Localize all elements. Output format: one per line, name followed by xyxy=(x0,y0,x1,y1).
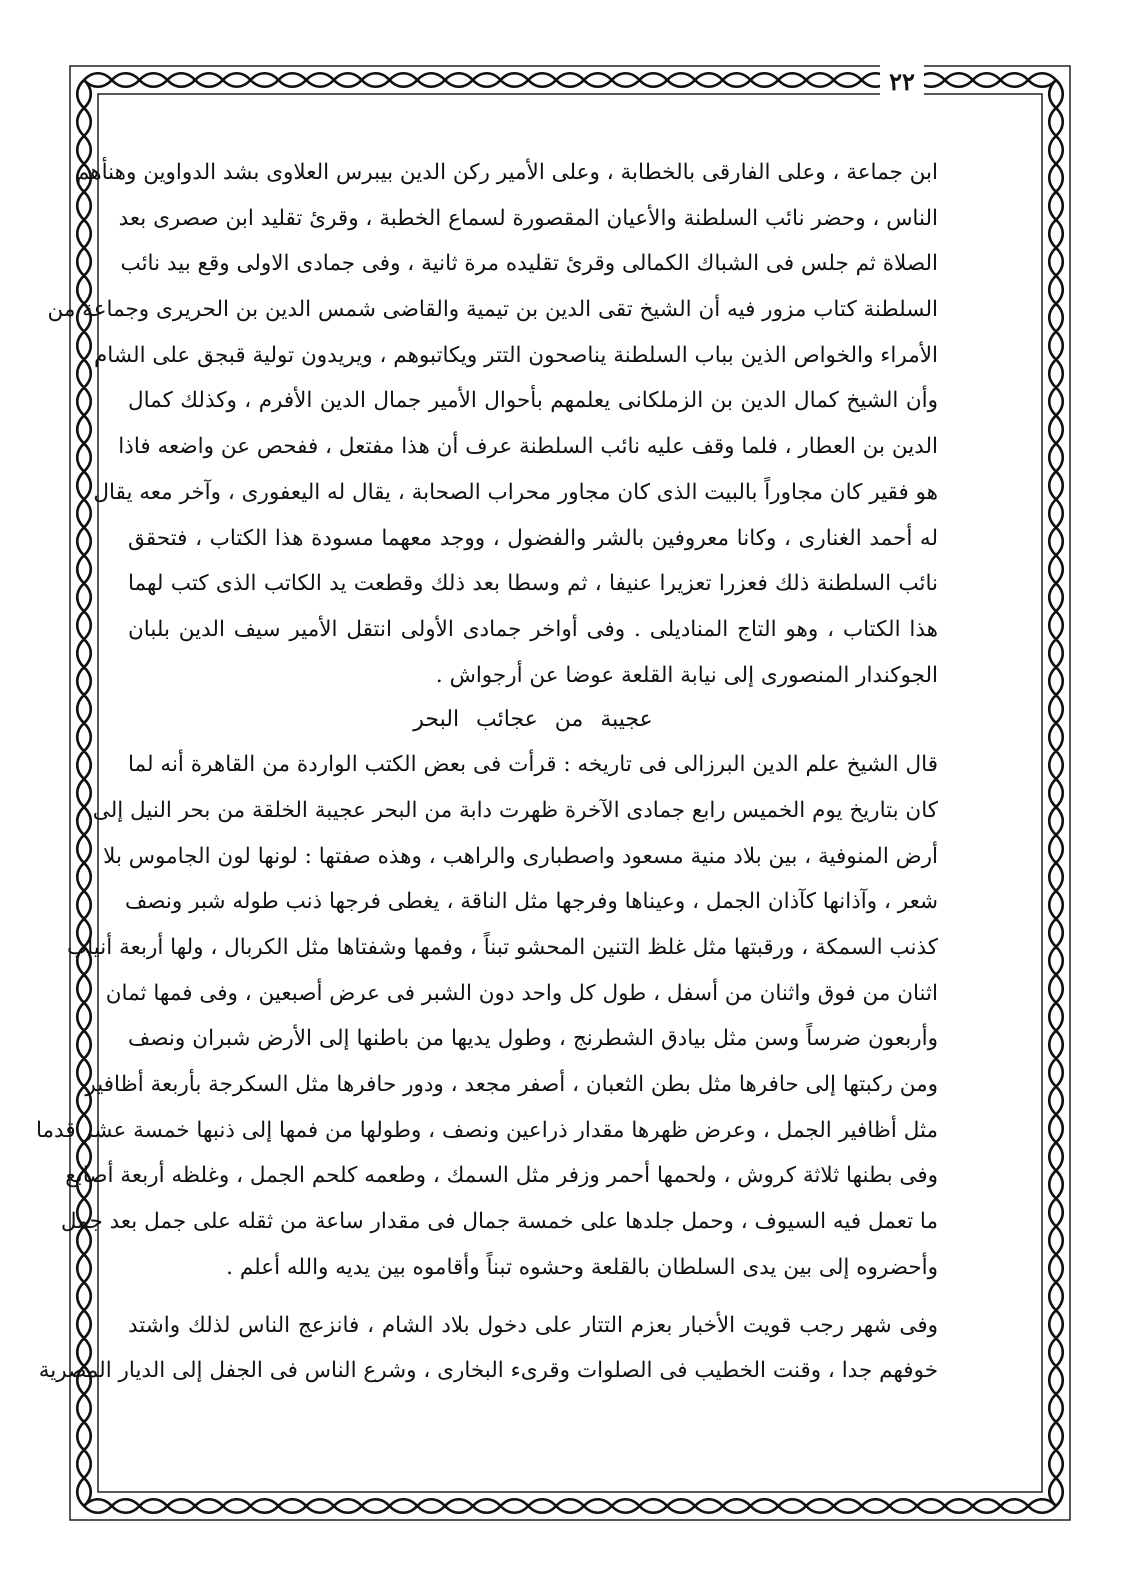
paragraph-block-2 xyxy=(35,742,938,1290)
text-line: الأمراء والخواص الذين بباب السلطنة يناصحون التتر ويكاتبوهم ، ويريدون تولية قبجق على الشام xyxy=(93,342,938,368)
text-line: خوفهم جدا ، وقنت الخطيب فى الصلوات وقرىء البخارى ، وشرع الناس فى الجفل إلى الديار المصرية xyxy=(38,1358,938,1384)
text-line: ومن ركبتها إلى حافرها مثل بطن الثعبان ، أصفر مجعد ، ودور حافرها مثل السكرجة بأربعة أظافير xyxy=(85,1072,938,1098)
text-line: وأحضروه إلى بين يدى السلطان بالقلعة وحشوه تبناً وأقاموه بين يديه والله أعلم . xyxy=(226,1254,938,1280)
text-line: كان بتاريخ يوم الخميس رابع جمادى الآخرة ظهرت دابة من البحر عجيبة الخلقة من بحر النيل إلى xyxy=(92,797,938,823)
text-line: الجوكندار المنصورى إلى نيابة القلعة عوضا عن أرجواش . xyxy=(435,662,938,688)
paragraph-block-3 xyxy=(38,1303,938,1394)
text-line: شعر ، وآذانها كآذان الجمل ، وعيناها وفرجها مثل الناقة ، يغطى فرجها ذنب طوله شبر ونصف xyxy=(125,889,938,915)
text-line: اثنان من فوق واثنان من أسفل ، طول كل واحد دون الشبر فى عرض أصبعين ، وفى فمها ثمان xyxy=(105,980,938,1006)
section-heading: عجيبة من عجائب البحر xyxy=(413,707,653,733)
text-line: أرض المنوفية ، بين بلاد منية مسعود واصطبارى والراهب ، وهذه صفتها : لونها لون الجاموس بلا xyxy=(103,843,938,869)
text-line: السلطنة كتاب مزور فيه أن الشيخ تقى الدين بن تيمية والقاضى شمس الدين بن الحريرى وجماعة من xyxy=(47,297,938,323)
page-number: ٢٢ xyxy=(880,64,924,100)
text-line: له أحمد الغنارى ، وكانا معروفين بالشر والفضول ، ووجد معهما مسودة هذا الكتاب ، فتحقق xyxy=(128,525,938,551)
text-line: كذنب السمكة ، ورقبتها مثل غلظ التنين المحشو تبناً ، وفمها وشفتاها مثل الكربال ، ولها أربعة أنياب xyxy=(67,935,938,960)
page-body xyxy=(35,150,938,1495)
text-line: وأربعون ضرساً وسن مثل بيادق الشطرنج ، وطول يديها من باطنها إلى الأرض شبران ونصف xyxy=(128,1026,938,1052)
text-line: نائب السلطنة ذلك فعزرا تعزيرا عنيفا ، ثم وسطا بعد ذلك وقطعت يد الكاتب الذى كتب لهما xyxy=(128,571,938,597)
text-line: الصلاة ثم جلس فى الشباك الكمالى وقرئ تقليده مرة ثانية ، وفى جمادى الاولى وقع بيد نائب xyxy=(120,251,938,277)
text-line: قال الشيخ علم الدين البرزالى فى تاريخه : قرأت فى بعض الكتب الواردة من القاهرة أنه لما xyxy=(128,752,938,778)
text-line: ابن جماعة ، وعلى الفارقى بالخطابة ، وعلى الأمير ركن الدين بيبرس العلاوى بشد الدواوين وهنأهم xyxy=(75,160,938,185)
text-line: الدين بن العطار ، فلما وقف عليه نائب السلطنة عرف أن هذا مفتعل ، ففحص عن واضعه فاذا xyxy=(118,434,938,460)
text-line: وفى بطنها ثلاثة كروش ، ولحمها أحمر وزفر مثل السمك ، وطعمه كلحم الجمل ، وغلظه أربعة أصابع xyxy=(65,1163,938,1189)
paragraph-block-1 xyxy=(47,150,938,698)
text-line: مثل أظافير الجمل ، وعرض ظهرها مقدار ذراعين ونصف ، وطولها من فمها إلى ذنبها خمسة عشر قدما xyxy=(35,1117,938,1143)
text-line: هو فقير كان مجاوراً بالبيت الذى كان مجاور محراب الصحابة ، يقال له اليعفورى ، وآخر معه يقال xyxy=(93,479,938,505)
text-line: وأن الشيخ كمال الدين بن الزملكانى يعلمهم بأحوال الأمير جمال الدين الأفرم ، وكذلك كمال xyxy=(128,388,938,414)
text-line: الناس ، وحضر نائب السلطنة والأعيان المقصورة لسماع الخطبة ، وقرئ تقليد ابن صصرى بعد xyxy=(118,205,938,231)
text-line: ما تعمل فيه السيوف ، وحمل جلدها على خمسة جمال فى مقدار ساعة من ثقله على جمل بعد جمل xyxy=(60,1209,938,1235)
text-line: وفى شهر رجب قويت الأخبار بعزم التتار على دخول بلاد الشام ، فانزعج الناس لذلك واشتد xyxy=(128,1312,938,1338)
text-line: هذا الكتاب ، وهو التاج المناديلى . وفى أواخر جمادى الأولى انتقل الأمير سيف الدين بلبان xyxy=(128,616,938,642)
